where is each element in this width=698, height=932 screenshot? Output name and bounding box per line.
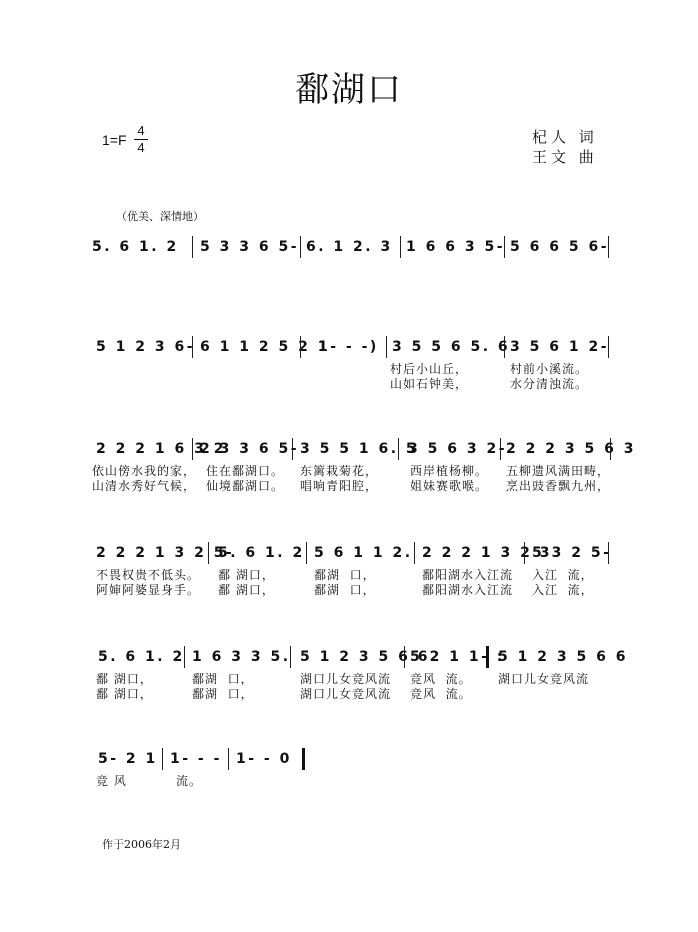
measure: 1- - -) <box>318 339 379 355</box>
measure: 5 6 1 1 2. <box>314 545 413 561</box>
barline <box>290 646 291 668</box>
lyricist-credit: 杞人 词 <box>532 128 598 146</box>
measure: 6. 1 2. 3 <box>306 239 393 255</box>
barline <box>292 438 293 460</box>
measure: 3 5 5 1 6. 5 <box>300 441 419 457</box>
lyric: 姐妹赛歌喉。 <box>410 479 489 493</box>
measure: 5. 6 1. 2 <box>98 649 185 665</box>
barline <box>208 542 209 564</box>
barline <box>608 336 609 358</box>
measure: 5 6 6 5 6- <box>510 239 610 255</box>
measure: 2 2 2 1 6 3 2 <box>96 441 226 457</box>
measure: 5. 6 1. 2 <box>218 545 305 561</box>
barline <box>504 236 505 258</box>
score-system-3 <box>92 438 636 493</box>
measure: 3 5 6 1 2- <box>510 339 610 355</box>
measure: 5 1 2 3 6- <box>96 339 196 355</box>
lyric: 入江 流， <box>532 568 594 582</box>
composition-date: 作于2006年2月 <box>102 838 181 851</box>
barline <box>162 748 163 770</box>
measure: 5 1 2 3 5 6 6 <box>300 649 430 665</box>
score-system-1 <box>92 236 612 258</box>
lyric: 五柳遗风满田畴， <box>506 464 611 478</box>
lyric: 湖口儿女竞风流 <box>498 672 590 686</box>
lyric: 阿婶阿婆显身手。 <box>96 583 201 597</box>
barline <box>192 438 193 460</box>
measure: 6 1 1 2 5 2 1 <box>200 339 330 355</box>
lyric: 依山傍水我的家， <box>92 464 197 478</box>
lyric: 鄱 湖口， <box>96 687 153 701</box>
barline <box>300 336 301 358</box>
measure: 1 6 6 3 5- <box>406 239 506 255</box>
lyric: 竞 风 <box>96 774 127 788</box>
time-signature-bottom: 4 <box>137 140 145 155</box>
lyric: 鄱阳湖水入江流 <box>422 568 514 582</box>
measure: 1 6 3 3 5. <box>192 649 291 665</box>
lyric: 鄱湖 口， <box>192 687 254 701</box>
measure: 2 2 2 1 3 2 5- <box>96 545 235 561</box>
lyric: 村后小山丘， <box>390 362 469 376</box>
barline <box>228 748 229 770</box>
lyric: 鄱阳湖水入江流 <box>422 583 514 597</box>
repeat-barline <box>486 646 489 668</box>
measure: 5 3 2 5- <box>532 545 612 561</box>
key-signature: 1=F <box>102 132 127 148</box>
barline <box>500 438 501 460</box>
lyric: 西岸植杨柳。 <box>410 464 489 478</box>
barline <box>404 646 405 668</box>
lyric: 村前小溪流。 <box>510 362 589 376</box>
lyric: 湖口儿女竞风流 <box>300 672 392 686</box>
lyric: 水分清浊流。 <box>510 377 589 391</box>
score-system-6 <box>92 748 612 788</box>
barline <box>184 646 185 668</box>
lyric: 鄱 湖口， <box>96 672 153 686</box>
lyric: 鄱 湖口， <box>218 583 275 597</box>
barline <box>608 542 609 564</box>
lyric: 烹出豉香飘九州， <box>506 479 611 493</box>
lyric: 山如石钟美， <box>390 377 469 391</box>
composer-credit: 王文 曲 <box>532 148 598 166</box>
lyric: 唱响青阳腔， <box>300 479 379 493</box>
measure: 5 1 2 3 5 6 6 <box>498 649 628 665</box>
measure: 1- - 0 <box>236 751 292 767</box>
lyric: 入江 流， <box>532 583 594 597</box>
lyric: 仙境鄱湖口。 <box>206 479 285 493</box>
score-system-4 <box>92 542 612 597</box>
measure: 2 3 3 6 5- <box>200 441 300 457</box>
barline <box>192 236 193 258</box>
barline <box>524 542 525 564</box>
lyric: 竞风 流。 <box>410 672 472 686</box>
barline <box>300 236 301 258</box>
lyric: 不畏权贵不低头。 <box>96 568 201 582</box>
song-title: 鄱湖口 <box>295 70 403 110</box>
measure: 5- 2 1 <box>98 751 158 767</box>
measure: 5 3 3 6 5- <box>200 239 300 255</box>
barline <box>504 336 505 358</box>
lyric: 山清水秀好气候， <box>92 479 197 493</box>
final-barline <box>302 748 305 770</box>
lyric: 流。 <box>176 774 203 788</box>
time-signature-top: 4 <box>137 123 145 138</box>
measure: 3 5 5 6 5. 6 <box>392 339 511 355</box>
barline <box>610 438 611 460</box>
measure: 2 2 2 3 5 6 3 <box>506 441 636 457</box>
lyric: 住在鄱湖口。 <box>206 464 285 478</box>
lyric: 鄱湖 口， <box>314 568 376 582</box>
barline <box>386 336 387 358</box>
barline <box>608 236 609 258</box>
lyric: 竞风 流。 <box>410 687 472 701</box>
time-signature <box>134 124 148 155</box>
barline <box>400 236 401 258</box>
measure: 1- - - <box>170 751 222 767</box>
measure: 2 2 2 1 3 2 3 <box>422 545 552 561</box>
score-system-2 <box>92 336 612 391</box>
measure: 3 5 6 3 2- <box>408 441 508 457</box>
lyric: 鄱湖 口， <box>314 583 376 597</box>
barline <box>306 542 307 564</box>
score-system-5 <box>92 646 628 701</box>
measure: 5 2 1 1- : <box>410 649 505 665</box>
lyric: 湖口儿女竞风流 <box>300 687 392 701</box>
measure: 5. 6 1. 2 <box>92 239 179 255</box>
barline <box>414 542 415 564</box>
barline <box>398 438 399 460</box>
barline <box>192 336 193 358</box>
lyric: 鄱湖 口， <box>192 672 254 686</box>
lyric: 东篱栽菊花， <box>300 464 379 478</box>
lyric: 鄱 湖口， <box>218 568 275 582</box>
tempo-marking: （优美、深情地） <box>116 210 204 223</box>
